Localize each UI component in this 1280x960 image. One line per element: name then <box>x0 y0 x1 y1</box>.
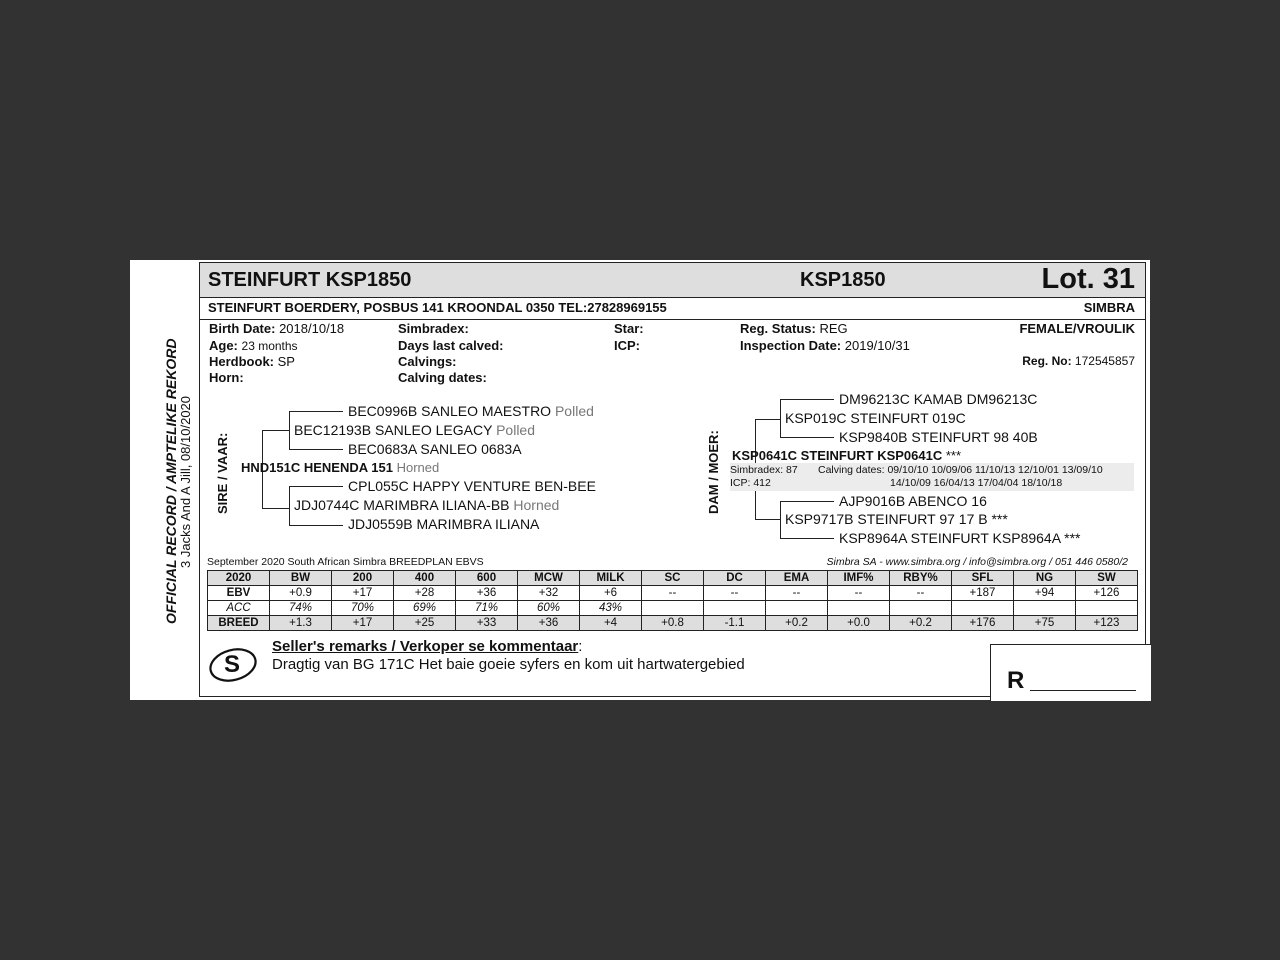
breed-cell: +1.3 <box>270 616 332 631</box>
ebv-cell: EBV <box>208 586 270 601</box>
currency-label: R <box>1007 667 1025 694</box>
herdbook: Herdbook: SP <box>209 354 295 369</box>
ds-bracket <box>780 399 781 437</box>
ebv-cell: +126 <box>1076 586 1138 601</box>
breed-cell: +36 <box>518 616 580 631</box>
inspection-date: Inspection Date: 2019/10/31 <box>740 338 910 353</box>
ebv-header-cell: IMF% <box>828 571 890 586</box>
breed-cell: -1.1 <box>704 616 766 631</box>
sire-label: SIRE / VAAR: <box>215 432 230 514</box>
ebv-header-cell: RBY% <box>890 571 952 586</box>
ebv-caption: September 2020 South African Simbra BREEDPLAN EBVS <box>207 556 484 568</box>
calvings-label: Calvings: <box>398 354 457 369</box>
breed-cell: +0.0 <box>828 616 890 631</box>
acc-cell <box>1014 601 1076 616</box>
ebv-header-cell: BW <box>270 571 332 586</box>
acc-cell <box>766 601 828 616</box>
sire-sire-sire: BEC0996B SANLEO MAESTRO Polled <box>348 403 594 419</box>
dam-data-panel <box>730 463 1134 491</box>
ebv-cell: -- <box>766 586 828 601</box>
simbradex-label: Simbradex: <box>398 321 469 336</box>
ebv-cell: -- <box>704 586 766 601</box>
ebv-cell: -- <box>828 586 890 601</box>
dam-calving-dates-2: 14/10/09 16/04/13 17/04/04 18/10/18 <box>890 477 1063 489</box>
acc-cell <box>704 601 766 616</box>
acc-cell <box>952 601 1014 616</box>
dam-simbradex: Simbradex: 87 <box>730 464 798 476</box>
acc-cell <box>828 601 890 616</box>
owner-address: STEINFURT BOERDERY, POSBUS 141 KROONDAL 0350 TEL:27828969155 <box>208 300 667 315</box>
acc-cell: 69% <box>394 601 456 616</box>
breed-name: SIMBRA <box>1083 300 1135 315</box>
logo-letter: S <box>224 651 241 678</box>
breed-cell: +33 <box>456 616 518 631</box>
ebv-header-cell: 600 <box>456 571 518 586</box>
remarks-text: Dragtig van BG 171C Het baie goeie syfers en kom uit hartwatergebied <box>272 656 745 673</box>
dam-dam-sire: AJP9016B ABENCO 16 <box>839 493 987 509</box>
breed-cell: +0.2 <box>890 616 952 631</box>
reg-no: Reg. No: 172545857 <box>1022 354 1135 368</box>
dam-icp: ICP: 412 <box>730 477 771 489</box>
dam-sire-sire: DM96213C KAMAB DM96213C <box>839 391 1038 407</box>
ebv-header-cell: MCW <box>518 571 580 586</box>
breed-cell: +25 <box>394 616 456 631</box>
ebv-header-cell: 2020 <box>208 571 270 586</box>
breed-row <box>208 616 1138 631</box>
breed-cell: BREED <box>208 616 270 631</box>
price-line[interactable] <box>1030 690 1136 691</box>
ebv-table <box>207 570 1138 631</box>
acc-cell: 74% <box>270 601 332 616</box>
acc-cell: ACC <box>208 601 270 616</box>
official-record-label: OFFICIAL RECORD / AMPTELIKE REKORD <box>163 338 179 624</box>
ebv-header-cell: EMA <box>766 571 828 586</box>
simbra-logo-icon <box>208 642 262 686</box>
age: Age: 23 months <box>209 338 298 353</box>
calving-dates-label: Calving dates: <box>398 370 487 385</box>
breed-cell: +17 <box>332 616 394 631</box>
ebv-cell: +187 <box>952 586 1014 601</box>
horn-label: Horn: <box>209 370 244 385</box>
ebv-cell: +94 <box>1014 586 1076 601</box>
acc-row <box>208 601 1138 616</box>
dam-sire: KSP019C STEINFURT 019C <box>785 410 966 426</box>
birth-date: Birth Date: 2018/10/18 <box>209 321 345 336</box>
acc-cell: 60% <box>518 601 580 616</box>
dam-dam: KSP9717B STEINFURT 97 17 B *** <box>785 511 1008 527</box>
ebv-header-cell: SFL <box>952 571 1014 586</box>
acc-cell <box>642 601 704 616</box>
ebv-header-cell: SW <box>1076 571 1138 586</box>
ebv-cell: +36 <box>456 586 518 601</box>
price-box <box>990 644 1151 701</box>
ebv-cell: +6 <box>580 586 642 601</box>
acc-cell <box>1076 601 1138 616</box>
ebv-cell: -- <box>890 586 952 601</box>
sire-sire: BEC12193B SANLEO LEGACY Polled <box>294 422 535 438</box>
owner-bar <box>200 298 1145 320</box>
ebv-cell: +17 <box>332 586 394 601</box>
ebv-cell: -- <box>642 586 704 601</box>
breed-cell: +0.8 <box>642 616 704 631</box>
dam: KSP0641C STEINFURT KSP0641C *** <box>732 448 962 463</box>
acc-cell: 70% <box>332 601 394 616</box>
days-last-calved-label: Days last calved: <box>398 338 504 353</box>
star-label: Star: <box>614 321 644 336</box>
lot-number: Lot. 31 <box>1041 263 1135 295</box>
acc-cell <box>890 601 952 616</box>
breed-cell: +4 <box>580 616 642 631</box>
lot-card <box>130 260 1150 700</box>
reg-status: Reg. Status: REG <box>740 321 848 336</box>
ebv-cell: +32 <box>518 586 580 601</box>
breed-cell: +176 <box>952 616 1014 631</box>
dam-sire-dam: KSP9840B STEINFURT 98 40B <box>839 429 1038 445</box>
sex: FEMALE/VROULIK <box>1019 321 1135 336</box>
title-bar <box>200 263 1145 298</box>
icp-label: ICP: <box>614 338 640 353</box>
ebv-cell: +28 <box>394 586 456 601</box>
dd-bracket <box>780 501 781 538</box>
remarks-title: Seller's remarks / Verkoper se kommentaar: <box>272 638 583 655</box>
animal-code: KSP1850 <box>800 269 886 291</box>
ebv-header-cell: 400 <box>394 571 456 586</box>
animal-name: STEINFURT KSP1850 <box>208 269 412 291</box>
ebv-header-cell: MILK <box>580 571 642 586</box>
owners-note: 3 Jacks And A Jill, 08/10/2020 <box>178 395 193 568</box>
breed-cell: +0.2 <box>766 616 828 631</box>
ebv-header-row <box>208 571 1138 586</box>
breed-cell: +123 <box>1076 616 1138 631</box>
dam-calving-dates-1: Calving dates: 09/10/10 10/09/06 11/10/13 12/10/01 13/09/10 <box>818 464 1103 476</box>
ss-bracket <box>289 411 290 449</box>
ebv-header-cell: NG <box>1014 571 1076 586</box>
ebv-header-cell: 200 <box>332 571 394 586</box>
sire-dam: JDJ0744C MARIMBRA ILIANA-BB Horned <box>294 497 560 513</box>
sire-sire-dam: BEC0683A SANLEO 0683A <box>348 441 522 457</box>
ebv-header-cell: SC <box>642 571 704 586</box>
simbra-contact: Simbra SA - www.simbra.org / info@simbra.org / 051 446 0580/2 <box>826 556 1128 568</box>
breed-cell: +75 <box>1014 616 1076 631</box>
ebv-row <box>208 586 1138 601</box>
sire-dam-dam: JDJ0559B MARIMBRA ILIANA <box>348 516 540 532</box>
acc-cell: 43% <box>580 601 642 616</box>
ebv-cell: +0.9 <box>270 586 332 601</box>
sire: HND151C HENENDA 151 Horned <box>241 460 440 475</box>
dam-dam-dam: KSP8964A STEINFURT KSP8964A *** <box>839 530 1081 546</box>
acc-cell: 71% <box>456 601 518 616</box>
dam-label: DAM / MOER: <box>706 430 721 514</box>
ebv-header-cell: DC <box>704 571 766 586</box>
sire-dam-sire: CPL055C HAPPY VENTURE BEN-BEE <box>348 478 596 494</box>
sd-bracket <box>289 486 290 525</box>
